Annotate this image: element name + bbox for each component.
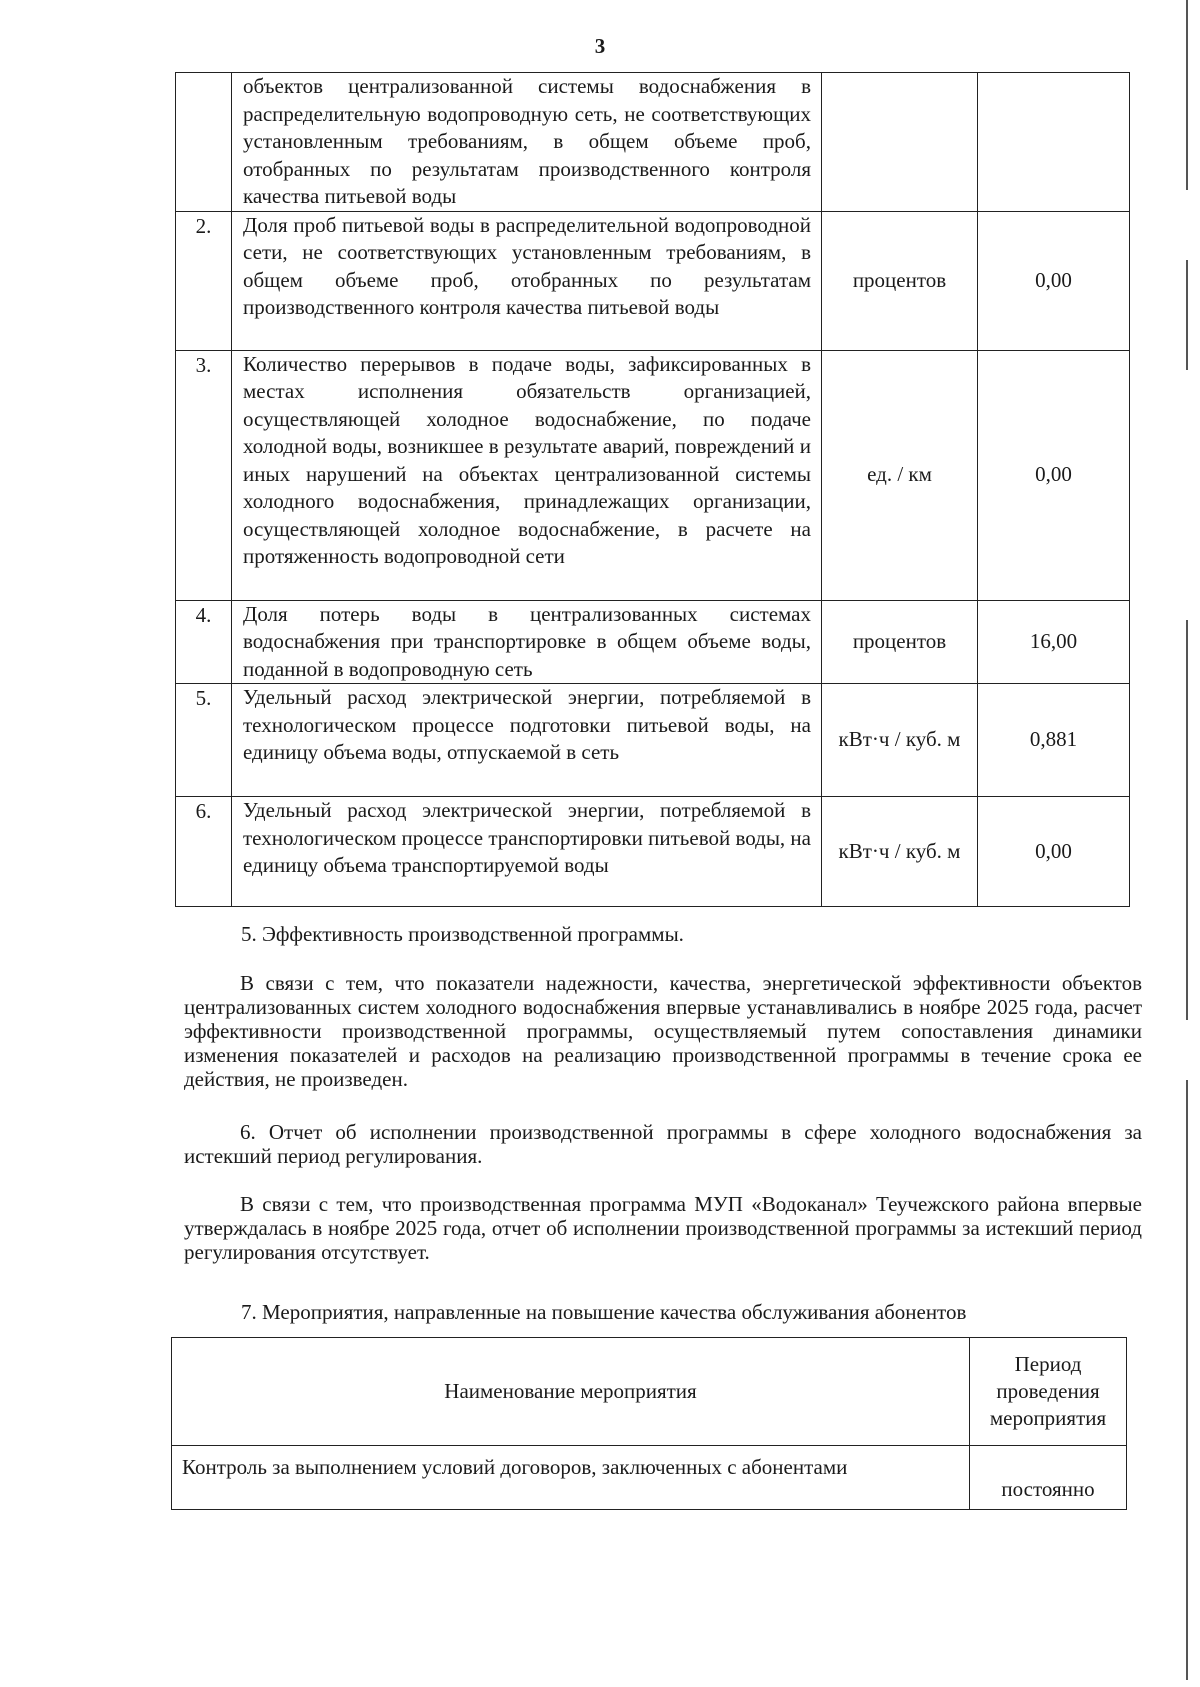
row-number: 3. (176, 350, 232, 600)
measure-period: постоянно (970, 1446, 1127, 1510)
indicator-description: Доля потерь воды в централизованных системах водоснабжения при транспортировке в общем объеме воды, поданной в водопроводную сеть (232, 600, 822, 684)
table-row (176, 73, 1130, 212)
table-row (172, 1446, 1127, 1510)
row-number: 2. (176, 211, 232, 350)
indicator-value (978, 73, 1130, 212)
table-row (176, 350, 1130, 600)
indicator-value: 0,881 (978, 684, 1130, 797)
row-number: 6. (176, 797, 232, 907)
indicator-unit: ед. / км (822, 350, 978, 600)
scan-edge-line (1186, 0, 1188, 190)
indicator-unit: кВт·ч / куб. м (822, 797, 978, 907)
column-header-period: Период проведения мероприятия (970, 1338, 1127, 1446)
scan-edge-line (1186, 1080, 1188, 1680)
indicator-description: Удельный расход электрической энергии, потребляемой в технологическом процессе подготовки питьевой воды, на единицу объема воды, отпускаемой в сеть (232, 684, 822, 797)
section-7-heading: 7. Мероприятия, направленные на повышение качества обслуживания абонентов (241, 1300, 967, 1324)
table-row (176, 797, 1130, 907)
table-row (176, 684, 1130, 797)
section-5-text: В связи с тем, что показатели надежности, качества, энергетической эффективности объектов централизованных систем холодного водоснабжения впервые устанавливались в ноябре 2025 года, расчет эффективности производственной программы, осуществляемый путем сопоставления динамики изменения показателей и расходов на реализацию производственной программы в течение срока ее действия, не произведен. (184, 971, 1142, 1091)
page-number: 3 (594, 34, 606, 58)
table-row (176, 211, 1130, 350)
indicator-description: Удельный расход электрической энергии, потребляемой в технологическом процессе транспортировки питьевой воды, на единицу объема транспортируемой воды (232, 797, 822, 907)
indicators-table (175, 72, 1130, 907)
indicator-value: 0,00 (978, 350, 1130, 600)
row-number (176, 73, 232, 212)
row-number: 4. (176, 600, 232, 684)
indicator-unit: кВт·ч / куб. м (822, 684, 978, 797)
section-6-text: В связи с тем, что производственная программа МУП «Водоканал» Теучежского района впервые утверждалась в ноябре 2025 года, отчет об исполнении производственной программы за истекший период регулирования отсутствует. (184, 1192, 1142, 1264)
scan-edge-line (1186, 260, 1188, 370)
row-number: 5. (176, 684, 232, 797)
indicator-value: 0,00 (978, 211, 1130, 350)
table-header-row (172, 1338, 1127, 1446)
indicator-unit (822, 73, 978, 212)
table-row (176, 600, 1130, 684)
indicator-description: Количество перерывов в подаче воды, зафиксированных в местах исполнения обязательств организацией, осуществляющей холодное водоснабжение, по подаче холодной воды, возникшее в результате аварий, повреждений и иных нарушений на объектах централизованной системы холодного водоснабжения, принадлежащих организации, осуществляющей холодное водоснабжение, в расчете на протяженность водопроводной сети (232, 350, 822, 600)
indicator-value: 16,00 (978, 600, 1130, 684)
measure-name: Контроль за выполнением условий договоров, заключенных с абонентами (172, 1446, 970, 1510)
indicator-value: 0,00 (978, 797, 1130, 907)
section-6-heading: 6. Отчет об исполнении производственной программы в сфере холодного водоснабжения за истекший период регулирования. (184, 1120, 1142, 1168)
indicator-unit: процентов (822, 600, 978, 684)
column-header-name: Наименование мероприятия (172, 1338, 970, 1446)
measures-table (171, 1337, 1127, 1510)
section-5-heading: 5. Эффективность производственной программы. (241, 922, 684, 946)
indicator-description: объектов централизованной системы водоснабжения в распределительную водопроводную сеть, не соответствующих установленным требованиям, в общем объеме проб, отобранных по результатам производственного контроля качества питьевой воды (232, 73, 822, 212)
indicator-unit: процентов (822, 211, 978, 350)
scan-edge-line (1186, 620, 1188, 1020)
indicator-description: Доля проб питьевой воды в распределительной водопроводной сети, не соответствующих установленным требованиям, в общем объеме проб, отобранных по результатам производственного контроля качества питьевой воды (232, 211, 822, 350)
